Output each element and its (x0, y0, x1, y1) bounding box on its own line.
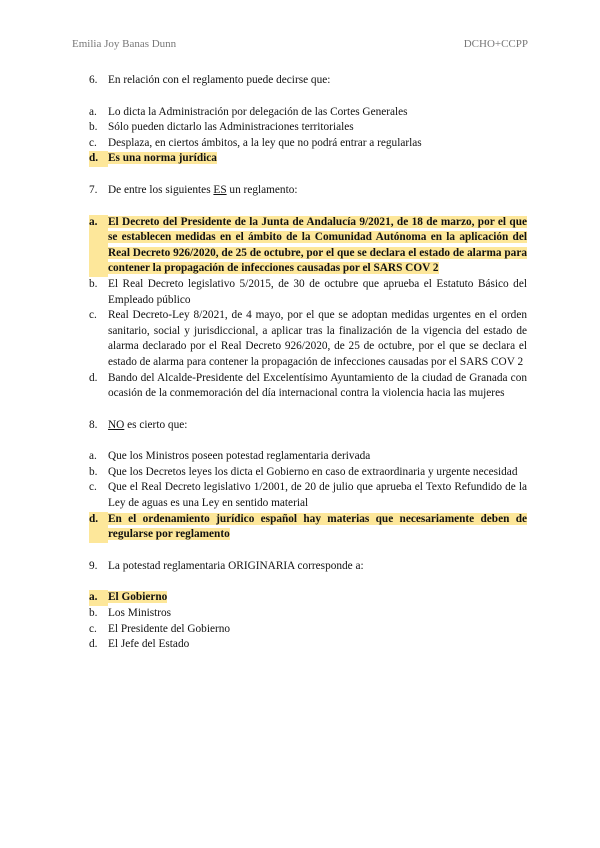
option-text: Bando del Alcalde-Presidente del Excelentísimo Ayuntamiento de la ciudad de Granada con ocasión de la conmemoración del día internacional contra la violencia hacia las mujeres (108, 371, 527, 400)
option-item (89, 105, 527, 121)
question-number: 7. (89, 183, 98, 196)
option-item (89, 606, 527, 622)
option-letter: d. (89, 512, 108, 543)
option-text: El Gobierno (108, 591, 168, 604)
option-item (89, 120, 527, 136)
options-list-7 (89, 215, 527, 402)
option-letter: b. (89, 465, 98, 478)
question-number: 9. (89, 559, 98, 572)
option-letter: a. (89, 450, 97, 463)
option-item (89, 449, 527, 465)
option-item-correct (89, 512, 527, 543)
question-9 (89, 559, 527, 575)
option-item (89, 465, 527, 481)
option-text: Que los Decretos leyes los dicta el Gobierno en caso de extraordinaria y urgente necesidad (108, 465, 518, 478)
question-number: 8. (89, 418, 98, 431)
option-letter: b. (89, 121, 98, 134)
option-text: Sólo pueden dictarlo las Administraciones territoriales (108, 121, 354, 134)
option-text: Que el Real Decreto legislativo 1/2001, de 20 de julio que aprueba el Texto Refundido de la Ley de aguas es una Ley en sentido material (108, 481, 527, 510)
option-letter: c. (89, 136, 97, 149)
question-7 (89, 183, 527, 199)
option-item (89, 136, 527, 152)
option-letter: b. (89, 607, 98, 620)
option-text: Lo dicta la Administración por delegación de las Cortes Generales (108, 105, 408, 118)
option-item-correct (89, 590, 527, 606)
option-text: Que los Ministros poseen potestad reglamentaria derivada (108, 450, 371, 463)
options-list-6 (89, 105, 527, 167)
option-letter: a. (89, 105, 97, 118)
option-letter: b. (89, 277, 98, 290)
question-text: NO es cierto que: (108, 418, 188, 431)
option-letter: c. (89, 481, 97, 494)
option-text: Desplaza, en ciertos ámbitos, a la ley que no podrá entrar a regularlas (108, 136, 422, 149)
document-body (89, 73, 527, 669)
header-course: DCHO+CCPP (463, 38, 528, 50)
option-text: En el ordenamiento jurídico español hay materias que necesariamente deben de regularse por reglamento (108, 512, 527, 541)
question-text: La potestad reglamentaria ORIGINARIA corresponde a: (108, 559, 364, 572)
option-item (89, 371, 527, 402)
option-item-correct (89, 215, 527, 277)
option-text: El Real Decreto legislativo 5/2015, de 30 de octubre que aprueba el Estatuto Básico del Empleado público (108, 277, 527, 306)
option-text: Es una norma jurídica (108, 152, 217, 165)
option-text: El Decreto del Presidente de la Junta de Andalucía 9/2021, de 18 de marzo, por el que se establecen medidas en el ámbito de la Comunidad Autónoma en la aplicación del Real Decreto 926/2020, de 25 de octubre, por el que se declara el estado de alarma para contener la propagación de infecciones causadas por el SARS COV 2 (108, 215, 527, 275)
option-item-correct (89, 151, 527, 167)
option-text: Real Decreto-Ley 8/2021, de 4 mayo, por el que se adoptan medidas urgentes en el orden sanitario, social y jurisdiccional, a aplicar tras la finalización de la vigencia del estado de alarma declarado por el Real Decreto 926/2020, de 25 de octubre, por el que se declara el estado de alarma para contener la propagación de infecciones causadas por el SARS COV 2 (108, 309, 527, 368)
option-text: El Presidente del Gobierno (108, 622, 231, 635)
option-item (89, 480, 527, 511)
question-text: En relación con el reglamento puede decirse que: (108, 74, 331, 86)
question-text: De entre los siguientes ES un reglamento: (108, 183, 298, 196)
option-letter: c. (89, 309, 97, 322)
question-8 (89, 418, 527, 434)
option-text: Los Ministros (108, 607, 172, 620)
option-letter: d. (89, 151, 108, 167)
option-letter: d. (89, 371, 98, 384)
option-letter: a. (89, 590, 108, 606)
question-6 (89, 73, 527, 89)
option-item (89, 622, 527, 638)
option-item (89, 277, 527, 308)
option-item (89, 637, 527, 653)
option-letter: a. (89, 215, 108, 277)
options-list-8 (89, 449, 527, 543)
header-author: Emilia Joy Banas Dunn (72, 38, 177, 50)
question-number: 6. (89, 74, 98, 86)
option-item (89, 308, 527, 370)
options-list-9 (89, 590, 527, 652)
option-letter: d. (89, 638, 98, 651)
option-letter: c. (89, 622, 97, 635)
option-text: El Jefe del Estado (108, 638, 190, 651)
